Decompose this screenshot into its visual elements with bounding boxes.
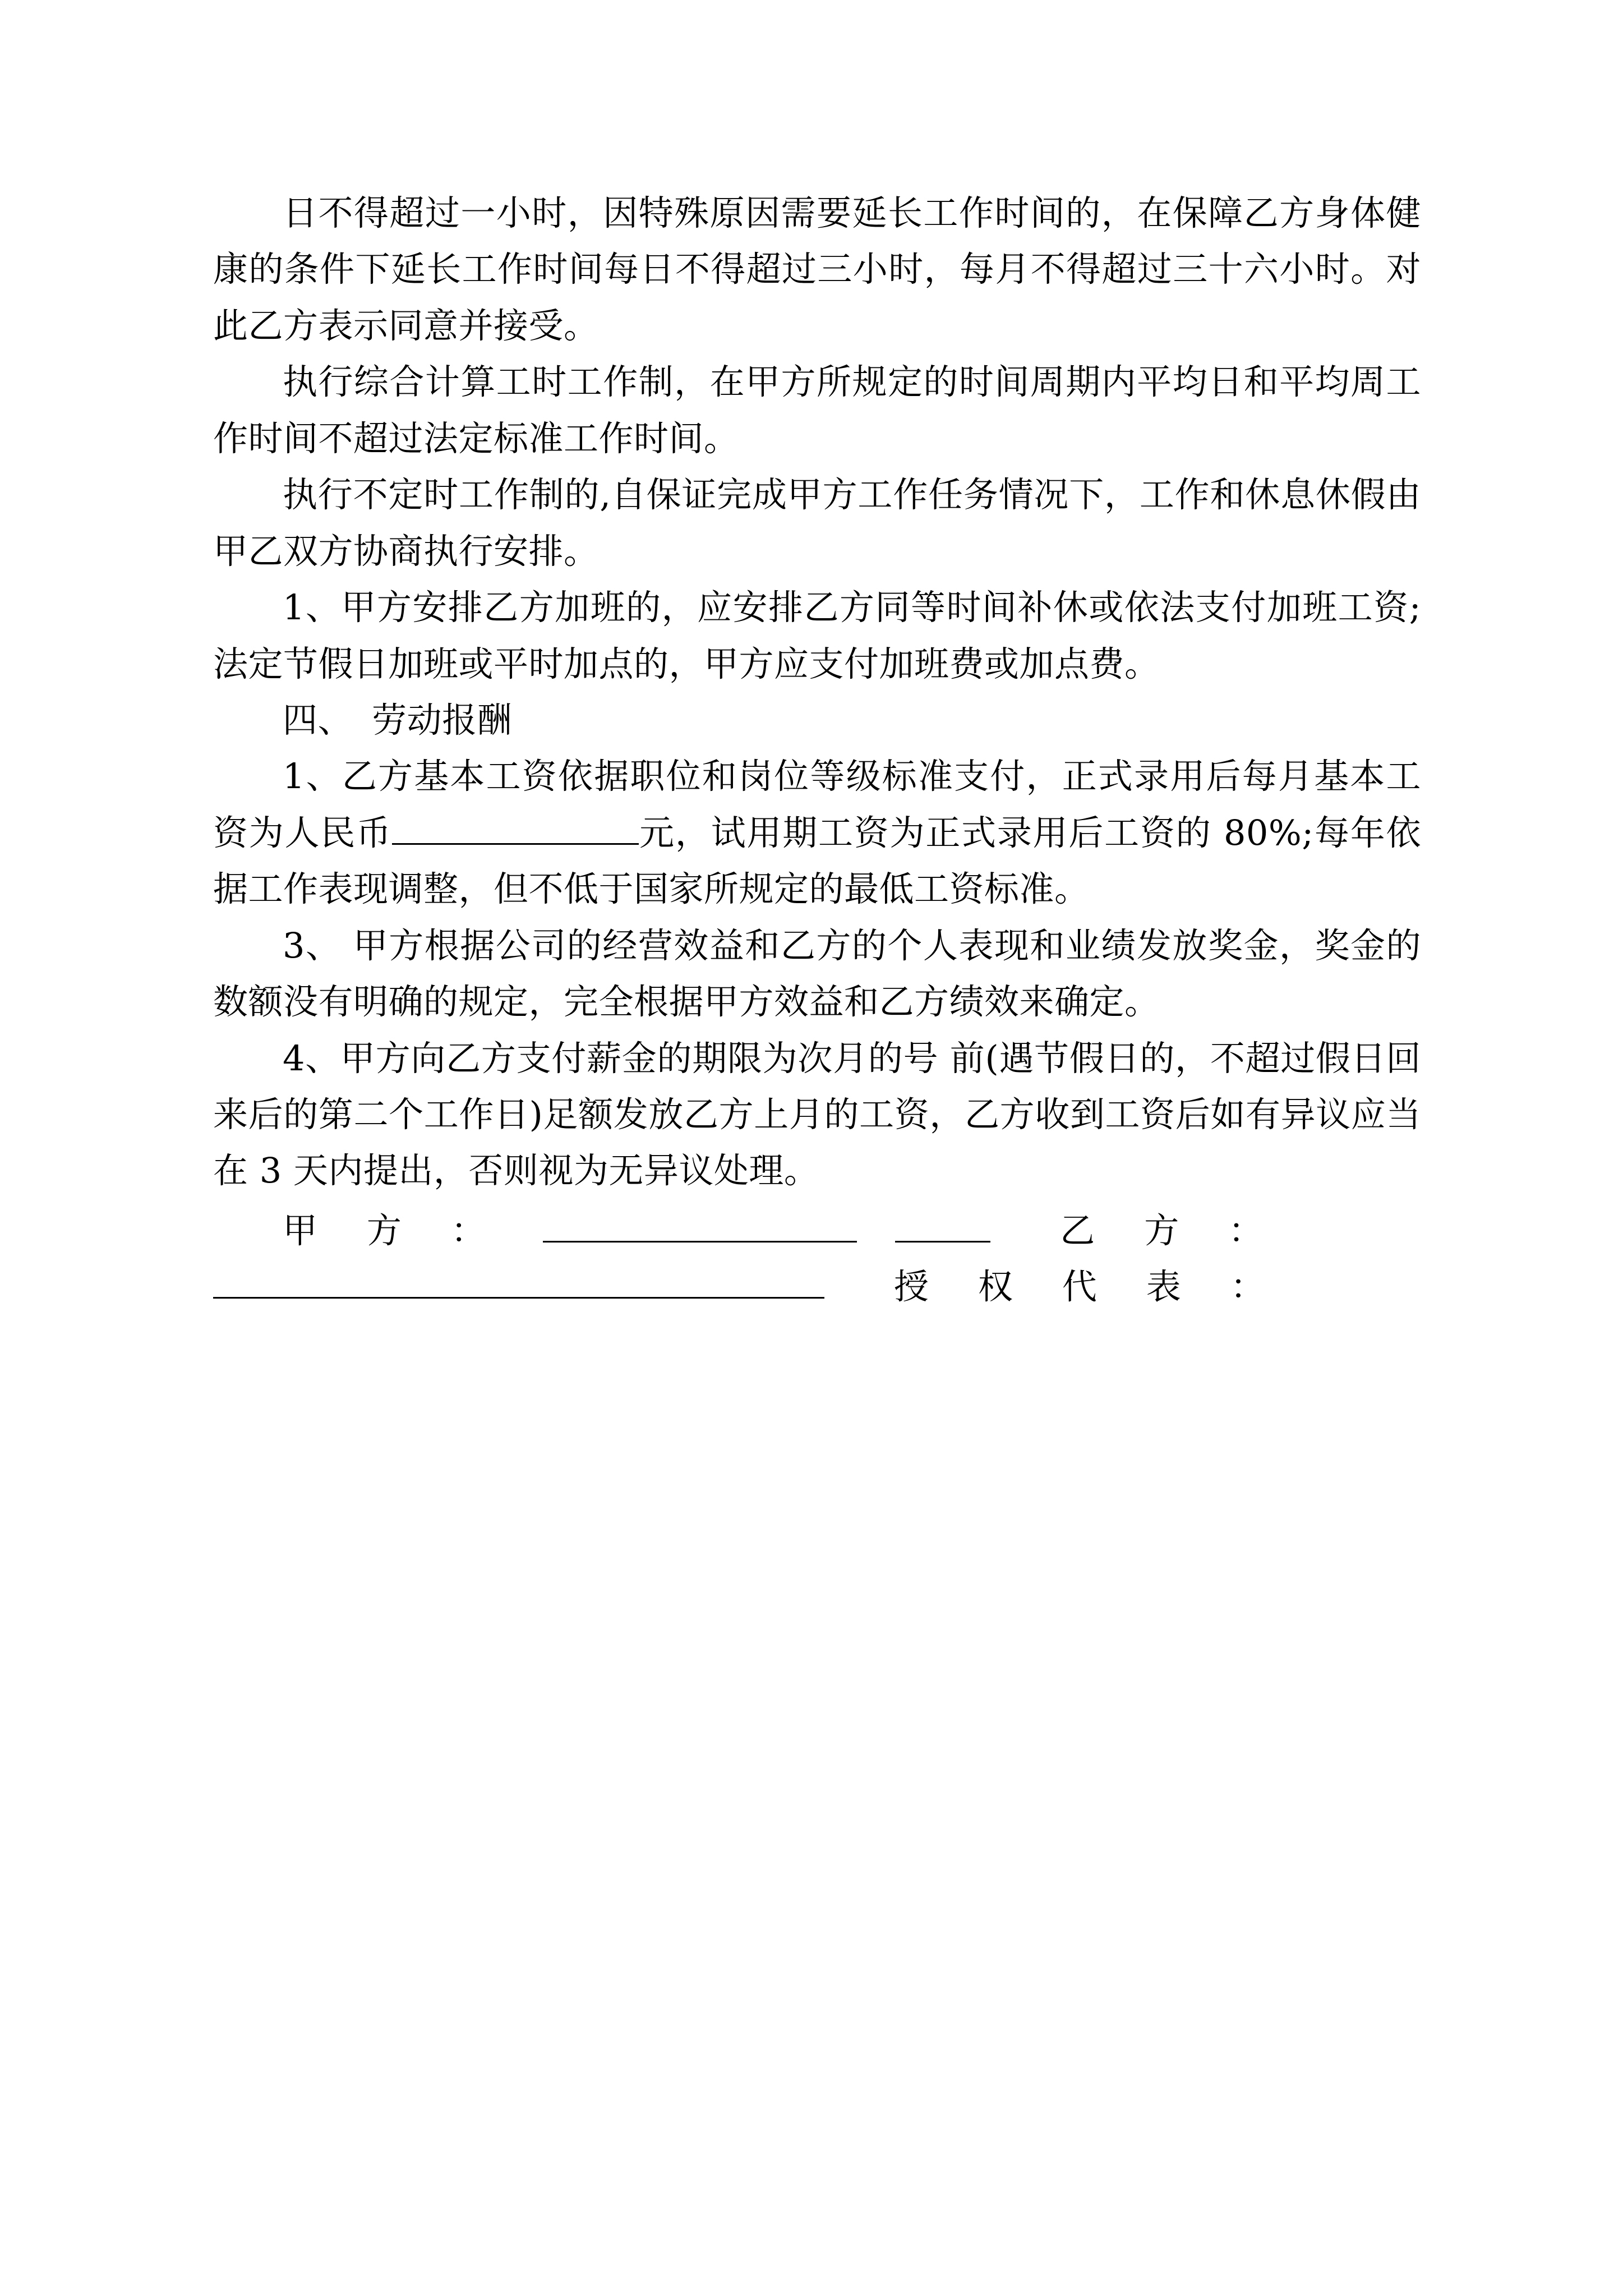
section-number: 四、	[283, 699, 353, 740]
party-b-signature-field[interactable]	[213, 1264, 824, 1299]
party-b-label: 乙 方 ：	[1060, 1209, 1283, 1251]
clause-bonus: 3、 甲方根据公司的经营效益和乙方的个人表现和业绩发放奖金，奖金的数额没有明确的规定，完全根据甲方效益和乙方绩效来确定。	[213, 924, 1421, 1023]
signature-line-authorized-rep	[213, 1259, 1421, 1315]
signature-block	[213, 1203, 1421, 1315]
party-a-label: 甲 方 ：	[283, 1209, 505, 1251]
paragraph-working-hours-limit: 日不得超过一小时，因特殊原因需要延长工作时间的，在保障乙方身体健康的条件下延长工作时间每日不得超过三小时，每月不得超过三十六小时。对此乙方表示同意并接受。	[213, 192, 1421, 346]
section-title: 劳动报酬	[372, 699, 513, 740]
paragraph-overtime-clause: 1、甲方安排乙方加班的，应安排乙方同等时间补休或依法支付加班工资;法定节假日加班或平时加点的，甲方应支付加班费或加点费。	[213, 587, 1421, 684]
clause-base-salary-text-before: 1、乙方基本工资依据职位和岗位等级标准支付，正式录用后每月基本工资为人民币	[213, 756, 1421, 853]
clause-base-salary-text-after: 元，试用期工资为正式录用后工资的 80%;每年依据工作表现调整，但不低于国家所规定的最低工资标准。	[213, 812, 1421, 910]
document-body	[213, 185, 1421, 1315]
signature-line-parties	[213, 1203, 1421, 1259]
clause-payment-date: 4、甲方向乙方支付薪金的期限为次月的号 前(遇节假日的，不超过假日回来后的第二个工作日)足额发放乙方上月的工资，乙方收到工资后如有异议应当在 3 天内提出，否则视为无异议处理。	[213, 1037, 1421, 1191]
base-salary-blank-field[interactable]	[392, 810, 639, 845]
paragraph-comprehensive-hours: 执行综合计算工时工作制，在甲方所规定的时间周期内平均日和平均周工作时间不超过法定标准工作时间。	[213, 361, 1421, 459]
paragraph-flexible-hours: 执行不定时工作制的,自保证完成甲方工作任务情况下，工作和休息休假由甲乙双方协商执行安排。	[213, 474, 1421, 572]
section-heading-compensation	[213, 692, 1421, 748]
authorized-rep-label: 授 权 代 表 ：	[894, 1266, 1284, 1308]
clause-base-salary	[213, 748, 1421, 917]
party-a-signature-field-extra[interactable]	[895, 1208, 990, 1243]
party-a-signature-field[interactable]	[543, 1208, 857, 1243]
